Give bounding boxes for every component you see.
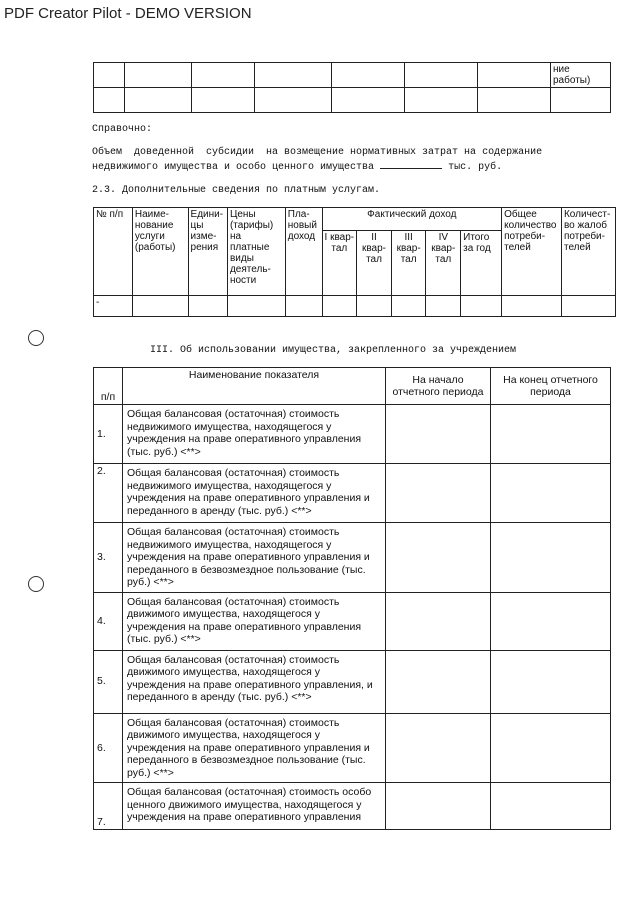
period-end-cell: [491, 783, 611, 830]
period-end-cell: [491, 405, 611, 464]
col-prices-header: Цены (тарифы) на платные виды деятельности: [227, 208, 285, 296]
period-end-cell: [491, 523, 611, 593]
table-cell: [405, 88, 478, 113]
period-end-cell: [491, 713, 611, 783]
demo-watermark-banner: PDF Creator Pilot - DEMO VERSION: [4, 5, 252, 22]
row-number: 6.: [94, 713, 123, 783]
table-cell: ние работы): [551, 63, 611, 88]
col-consumers-header: Общее количество потребителей: [502, 208, 562, 296]
table-row: [94, 405, 611, 464]
table-row: [94, 650, 611, 713]
col-q3-header: III квартал: [391, 231, 426, 296]
table-cell: [192, 88, 255, 113]
top-partial-table: [93, 62, 611, 113]
table-cell: [478, 88, 551, 113]
col-q1-header: I квартал: [322, 231, 357, 296]
table-cell: [502, 296, 562, 317]
table-cell: [255, 63, 332, 88]
table-header-row: [94, 208, 616, 231]
table-cell: [478, 63, 551, 88]
period-start-cell: [386, 523, 491, 593]
punch-hole-icon: [28, 576, 44, 592]
table-row: [94, 88, 611, 113]
col-service-name-header: Наименование услуги (работы): [132, 208, 188, 296]
col-num-header: п/п: [94, 368, 123, 405]
table-row: [94, 63, 611, 88]
row-number: 3.: [94, 523, 123, 593]
table-cell: [285, 296, 322, 317]
table-row: [94, 783, 611, 830]
property-usage-table: [93, 367, 611, 830]
indicator-name: Общая балансовая (остаточная) стоимость недвижимого имущества, находящегося у учреждения на праве оперативного управления и переданного в безвозмездное пользование (тыс. руб.) <**>: [123, 523, 386, 593]
col-num-header: № п/п: [94, 208, 133, 296]
period-end-cell: [491, 650, 611, 713]
col-period-end-header: На конец отчетного периода: [491, 368, 611, 405]
col-complaints-header: Количество жалоб потребителей: [561, 208, 615, 296]
subsidy-amount-blank: [380, 159, 442, 169]
indicator-name: Общая балансовая (остаточная) стоимость недвижимого имущества, находящегося у учреждения на праве оперативного управления и переданного в аренду (тыс. руб.) <**>: [123, 464, 386, 523]
col-total-header: Итого за год: [461, 231, 502, 296]
table-cell: [132, 296, 188, 317]
period-end-cell: [491, 464, 611, 523]
table-cell: [255, 88, 332, 113]
table-cell: [94, 63, 125, 88]
table-cell: [391, 296, 426, 317]
table-cell: [192, 63, 255, 88]
row-number: 2.: [94, 464, 123, 523]
table-cell: [188, 296, 227, 317]
indicator-name: Общая балансовая (остаточная) стоимость особо ценного движимого имущества, находящегося у учреждения на праве оперативного управления: [123, 783, 386, 830]
period-start-cell: [386, 592, 491, 650]
col-period-start-header: На начало отчетного периода: [386, 368, 491, 405]
period-start-cell: [386, 405, 491, 464]
row-number: 5.: [94, 650, 123, 713]
table-cell: [125, 88, 192, 113]
indicator-name: Общая балансовая (остаточная) стоимость недвижимого имущества, находящегося у учреждения на праве оперативного управления (тыс. руб.) <**>: [123, 405, 386, 464]
table-cell: [426, 296, 461, 317]
col-planned-income-header: Плановый доход: [285, 208, 322, 296]
table-cell: [551, 88, 611, 113]
table-row: [94, 592, 611, 650]
col-indicator-name-header: Наименование показателя: [123, 368, 386, 405]
table-header-row: [94, 368, 611, 405]
table-cell: [357, 296, 392, 317]
row-number: 4.: [94, 592, 123, 650]
col-actual-income-header: Фактический доход: [322, 208, 502, 231]
table-cell: [125, 63, 192, 88]
section-2-3-heading: 2.3. Дополнительные сведения по платным услугам.: [92, 185, 381, 196]
table-cell: [461, 296, 502, 317]
col-unit-header: Единицы измерения: [188, 208, 227, 296]
indicator-name: Общая балансовая (остаточная) стоимость движимого имущества, находящегося у учреждения на праве оперативного управления (тыс. руб.) <**>: [123, 592, 386, 650]
punch-hole-icon: [28, 330, 44, 346]
col-q4-header: IV квартал: [426, 231, 461, 296]
table-cell: [94, 88, 125, 113]
table-row: [94, 464, 611, 523]
table-cell: [561, 296, 615, 317]
period-start-cell: [386, 783, 491, 830]
period-start-cell: [386, 713, 491, 783]
table-cell: [322, 296, 357, 317]
table-cell: [332, 63, 405, 88]
table-row: [94, 713, 611, 783]
row-number: 7.: [94, 783, 123, 830]
reference-line-2: недвижимого имущества и особо ценного имущества тыс. руб.: [92, 159, 502, 174]
table-row: [94, 523, 611, 593]
indicator-name: Общая балансовая (остаточная) стоимость движимого имущества, находящегося у учреждения на праве оперативного управления, и переданного в аренду (тыс. руб.) <**>: [123, 650, 386, 713]
col-q2-header: II квартал: [357, 231, 392, 296]
reference-heading: Справочно:: [92, 124, 153, 135]
period-start-cell: [386, 464, 491, 523]
table-row: [94, 296, 616, 317]
table-cell: [227, 296, 285, 317]
paid-services-table: [93, 207, 616, 317]
table-cell: -: [94, 296, 133, 317]
table-cell: [332, 88, 405, 113]
row-number: 1.: [94, 405, 123, 464]
period-start-cell: [386, 650, 491, 713]
reference-line-1: Объем доведенной субсидии на возмещение нормативных затрат на содержание: [92, 147, 543, 158]
table-cell: [405, 63, 478, 88]
section-3-heading: III. Об использовании имущества, закрепленного за учреждением: [150, 345, 517, 356]
indicator-name: Общая балансовая (остаточная) стоимость движимого имущества, находящегося у учреждения на праве оперативного управления и переданного в безвозмездное пользование (тыс. руб.) <**>: [123, 713, 386, 783]
period-end-cell: [491, 592, 611, 650]
